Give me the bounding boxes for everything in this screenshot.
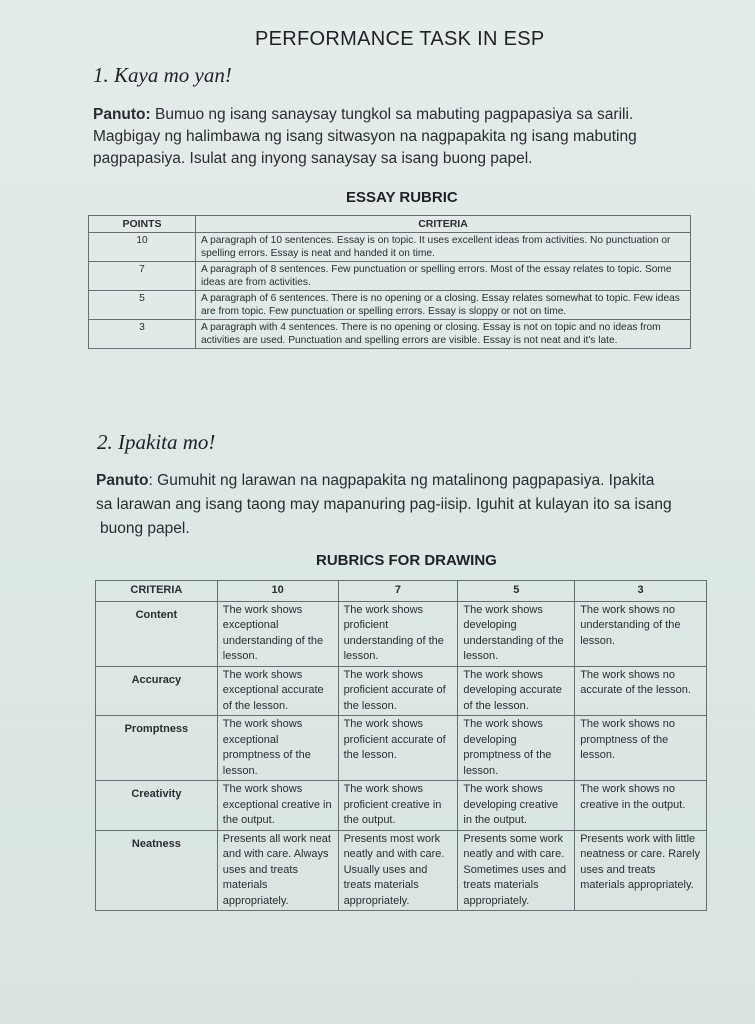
table-row	[96, 601, 707, 666]
essay-rubric-title: ESSAY RUBRIC	[346, 189, 458, 206]
column-header: 10	[217, 581, 338, 602]
points-cell: 7	[89, 262, 196, 291]
table-row	[89, 262, 691, 291]
table-row	[96, 830, 707, 911]
instruction-line: sa larawan ang isang taong may mapanuring pag-iisip. Iguhit at kulayan ito sa isang	[96, 496, 672, 513]
score-cell: Presents work with little neatness or care. Rarely uses and treats materials appropriately.	[575, 830, 707, 911]
criteria-cell: A paragraph of 10 sentences. Essay is on topic. It uses excellent ideas from activities. No punctuation or spelling errors. Essay is neat and handed it on time.	[196, 233, 691, 262]
score-cell: The work shows developing accurate of the lesson.	[458, 666, 575, 716]
score-cell: The work shows no creative in the output.	[575, 781, 707, 831]
score-cell: The work shows no promptness of the lesson.	[575, 716, 707, 781]
score-cell: The work shows exceptional accurate of the lesson.	[217, 666, 338, 716]
criteria-cell: A paragraph of 6 sentences. There is no opening or a closing. Essay relates somewhat to topic. Few ideas are from topic. Few punctuation or spelling errors. Essay is sloppy or not on time.	[196, 291, 691, 320]
criteria-cell: A paragraph with 4 sentences. There is no opening or closing. Essay is not on topic and no ideas from activities are used. Punctuation and spelling errors are visible. Essay is not neat and it's late.	[196, 320, 691, 349]
table-row	[96, 716, 707, 781]
column-header: CRITERIA	[196, 216, 691, 233]
column-header: POINTS	[89, 216, 196, 233]
table-row	[89, 291, 691, 320]
column-header: 3	[575, 581, 707, 602]
instruction-line: : Gumuhit ng larawan na nagpapakita ng matalinong pagpapasiya. Ipakita	[148, 472, 655, 489]
criteria-cell: Content	[96, 601, 218, 666]
instruction-line: buong papel.	[100, 520, 190, 537]
score-cell: Presents some work neatly and with care. Sometimes uses and treats materials appropriately.	[458, 830, 575, 911]
table-row	[96, 781, 707, 831]
table-header-row	[96, 581, 707, 602]
page-title: PERFORMANCE TASK IN ESP	[255, 28, 545, 50]
score-cell: Presents all work neat and with care. Always uses and treats materials appropriately.	[217, 830, 338, 911]
column-header: 5	[458, 581, 575, 602]
points-cell: 3	[89, 320, 196, 349]
score-cell: The work shows proficient understanding of the lesson.	[338, 601, 458, 666]
criteria-cell: Creativity	[96, 781, 218, 831]
drawing-rubric-table	[95, 580, 707, 911]
criteria-cell: Promptness	[96, 716, 218, 781]
criteria-cell: Accuracy	[96, 666, 218, 716]
criteria-cell: Neatness	[96, 830, 218, 911]
task1-heading: 1. Kaya mo yan!	[93, 63, 232, 87]
score-cell: The work shows proficient accurate of the lesson.	[338, 716, 458, 781]
task2-heading: 2. Ipakita mo!	[97, 430, 216, 454]
task2-instruction	[96, 469, 716, 541]
table-row	[96, 666, 707, 716]
score-cell: The work shows proficient accurate of the lesson.	[338, 666, 458, 716]
score-cell: Presents most work neatly and with care. Usually uses and treats materials appropriately.	[338, 830, 458, 911]
instruction-line: pagpapasiya. Isulat ang inyong sanaysay sa isang buong papel.	[93, 150, 533, 167]
points-cell: 5	[89, 291, 196, 320]
score-cell: The work shows developing promptness of the lesson.	[458, 716, 575, 781]
score-cell: The work shows exceptional creative in the output.	[217, 781, 338, 831]
table-row	[89, 320, 691, 349]
instruction-label: Panuto:	[93, 106, 151, 123]
score-cell: The work shows exceptional promptness of the lesson.	[217, 716, 338, 781]
score-cell: The work shows developing creative in the output.	[458, 781, 575, 831]
column-header: 7	[338, 581, 458, 602]
table-row	[89, 233, 691, 262]
score-cell: The work shows exceptional understanding of the lesson.	[217, 601, 338, 666]
score-cell: The work shows developing understanding of the lesson.	[458, 601, 575, 666]
column-header: CRITERIA	[96, 581, 218, 602]
instruction-line: Bumuo ng isang sanaysay tungkol sa mabuting pagpapasiya sa sarili.	[155, 106, 634, 123]
instruction-line: Magbigay ng halimbawa ng isang sitwasyon na nagpapakita ng isang mabuting	[93, 128, 637, 145]
score-cell: The work shows no understanding of the lesson.	[575, 601, 707, 666]
score-cell: The work shows no accurate of the lesson.	[575, 666, 707, 716]
drawing-rubric-title: RUBRICS FOR DRAWING	[316, 552, 497, 569]
score-cell: The work shows proficient creative in the output.	[338, 781, 458, 831]
table-header-row	[89, 216, 691, 233]
criteria-cell: A paragraph of 8 sentences. Few punctuation or spelling errors. Most of the essay relates to topic. Some ideas are from activities.	[196, 262, 691, 291]
essay-rubric-table	[88, 215, 691, 349]
instruction-label: Panuto	[96, 472, 149, 489]
task1-instruction	[93, 104, 693, 170]
points-cell: 10	[89, 233, 196, 262]
